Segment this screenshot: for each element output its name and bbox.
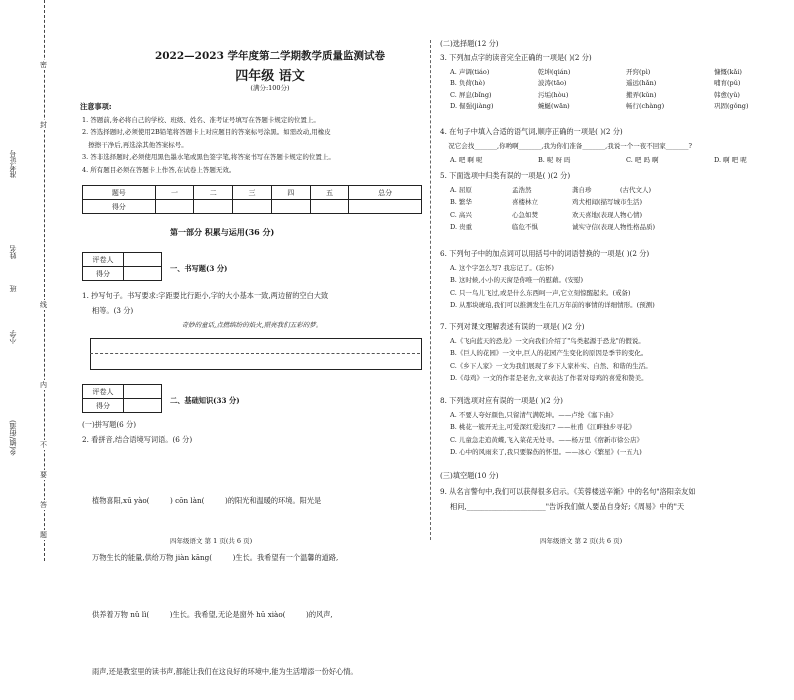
score-label: 得分 bbox=[83, 399, 124, 413]
grader-box-1 bbox=[82, 252, 162, 281]
grader-box-2 bbox=[82, 384, 162, 413]
q5-option: 临危不惧 bbox=[512, 223, 538, 232]
edge-char: 答 bbox=[40, 501, 47, 509]
q6-option: A. 这个字怎么写? 我忘记了。(忘怀) bbox=[450, 264, 554, 272]
q6-options bbox=[450, 265, 790, 310]
edge-char: 内 bbox=[40, 381, 47, 389]
q2-line: 植物喜阳,xū yào( ) cōn làn( )的阳光和温暖的环境。阳光是 bbox=[92, 496, 322, 505]
q2-passage bbox=[92, 453, 422, 700]
q9-text: 9. 从名言警句中,我们可以获得很多启示。《芙蓉楼送辛渐》中的名句"洛阳亲友如 bbox=[440, 487, 696, 496]
q4-sentence: 况它会找_______,你哟啊_______,我为你们准备_______,我说一个一夜不回家_______? bbox=[440, 142, 692, 150]
copy-sentence: 奇妙的童话,点燃缤纷的焰火,照亮我们五彩的梦。 bbox=[181, 321, 323, 329]
q3-options bbox=[450, 69, 790, 111]
q5-option: 欢天喜地(表现人物心情) bbox=[572, 210, 643, 219]
q5-option: 孟浩然 bbox=[512, 186, 532, 194]
q8-options bbox=[450, 412, 790, 457]
q3-option: 乾坤(qián) bbox=[538, 68, 571, 76]
q3-option: C. 屏息(bǐng) bbox=[450, 90, 492, 99]
q4-option: D. 啊 吧 呢 bbox=[714, 156, 747, 164]
q4-option: A. 吧 啊 呢 bbox=[450, 156, 483, 164]
q5-option: D. 贵重 bbox=[450, 223, 473, 232]
notice-item: 2. 答选择题时,必须使用2B铅笔将答题卡上对应题目的答案标号涂黑。如需改动,用橡皮 bbox=[82, 128, 331, 137]
q3-option: 慷慨(kǎi) bbox=[714, 68, 742, 76]
q7-option: D.《母鸡》一文的作者是老舍,文章表达了作者对母鸡的喜爱和赞美。 bbox=[450, 374, 648, 383]
name-label: 姓名 bbox=[9, 245, 17, 259]
notice-item: 擦擦干净后,再选涂其他答案标号。 bbox=[82, 140, 188, 149]
q2-line: 供养着万物 nǔ lì( )生长。我希望,无论是窗外 hū xiào( )的风声, bbox=[92, 610, 333, 619]
q5-option: 鸡犬相闻(描写城市生活) bbox=[572, 198, 643, 207]
edge-char: 线 bbox=[40, 301, 47, 309]
page1-footer: 四年级语文 第 1 页(共 6 页) bbox=[170, 537, 253, 545]
class-label: 班 bbox=[9, 285, 17, 292]
q5-option: 喜楼林立 bbox=[512, 198, 538, 207]
q3-option: 污垢(hòu) bbox=[538, 90, 569, 99]
q4-option: C. 吧 吗 啊 bbox=[626, 156, 659, 164]
edge-char: 要 bbox=[40, 471, 47, 479]
q5-option: C. 高兴 bbox=[450, 210, 472, 219]
q3-option: 蜿蜒(wān) bbox=[538, 102, 570, 111]
q3-option: 巩固(gǒng) bbox=[714, 102, 749, 111]
q3-option: 韩愈(yǔ) bbox=[714, 90, 740, 99]
page-divider bbox=[430, 40, 431, 540]
q7-option: C.《乡下人家》一文为我们展现了乡下人家朴实、自然、和谐的生活。 bbox=[450, 361, 652, 370]
score-cell: 五 bbox=[310, 186, 349, 200]
q2-line: 万物生长的能量,供给万物 jiàn kāng( )生长。我希望有一个温馨的道路, bbox=[92, 553, 339, 562]
q5-options bbox=[450, 187, 790, 232]
q3-option: 开窍(pì) bbox=[626, 68, 651, 76]
score-cell: 二 bbox=[194, 186, 233, 200]
q3-option: 哺育(pǔ) bbox=[714, 79, 741, 88]
q7-text: 7. 下列对课文理解表述有误的一项是( )(2 分) bbox=[440, 322, 585, 331]
q6-option: B. 这时候,小小的天窗是你唯一的慰藉。(安慰) bbox=[450, 276, 584, 285]
q3-option: 搬弄(kǔn) bbox=[626, 90, 657, 99]
edge-char: 题 bbox=[40, 531, 47, 539]
exam-title: 2022—2023 学年度第二学期教学质量监测试卷 bbox=[154, 50, 386, 62]
notice-list bbox=[82, 117, 422, 174]
notice-item: 3. 答非选择题时,必须使用黑色墨水笔或黑色签字笔,将答案书写在答题卡规定的位置上。 bbox=[82, 153, 335, 162]
q3-option: A. 声调(tiáo) bbox=[450, 68, 490, 76]
q5-option: 诚实守信(表现人物性格品质) bbox=[572, 223, 656, 232]
grader-label: 评卷人 bbox=[83, 253, 124, 267]
q8-option: A. 不要人夸好颜色,只留清气满乾坤。——卢纶《塞下曲》 bbox=[450, 411, 617, 419]
q4-text: 4. 在句子中填入合适的语气词,顺序正确的一项是( )(2 分) bbox=[440, 127, 623, 136]
exam-no-label: 准考证号 bbox=[9, 150, 17, 178]
score-cell: 得分 bbox=[83, 200, 156, 214]
edge-char: 不 bbox=[40, 441, 47, 449]
q2-line: 雨声,还是教室里的读书声,都能让我们在这良好的环境中,能为生活增添一份好心情。 bbox=[92, 667, 358, 676]
township-label: 乡(镇/街道) bbox=[9, 420, 17, 456]
sub1-title: (一)拼写题(6 分) bbox=[82, 420, 137, 429]
q8-option: C. 儿童急走追黄蝶,飞入菜花无处寻。——杨万里《宿新市徐公店》 bbox=[450, 435, 643, 444]
part1-heading: 第一部分 积累与运用(36 分) bbox=[170, 227, 275, 237]
section1-title: 一、书写题(3 分) bbox=[170, 264, 228, 273]
q3-text: 3. 下列加点字的读音完全正确的一项是( )(2 分) bbox=[440, 53, 592, 62]
q3-option: B. 负荷(hè) bbox=[450, 79, 486, 88]
q5-option: 心急如焚 bbox=[512, 210, 538, 219]
page2-footer: 四年级语文 第 2 页(共 6 页) bbox=[540, 537, 623, 545]
q3-option: D. 倔强(jiàng) bbox=[450, 102, 494, 111]
q3-option: 波涛(tāo) bbox=[538, 79, 567, 88]
score-cell: 总分 bbox=[349, 186, 422, 200]
q4-options bbox=[450, 157, 790, 164]
score-cell: 题号 bbox=[83, 186, 156, 200]
q5-option: 龚自珍 bbox=[572, 186, 592, 194]
score-cell: 一 bbox=[155, 186, 194, 200]
grader-label: 评卷人 bbox=[83, 385, 124, 399]
score-cell: 三 bbox=[233, 186, 272, 200]
q7-option: A.《飞向蓝天的恐龙》一文向我们介绍了"鸟类起源于恐龙"的假说。 bbox=[450, 337, 645, 345]
notice-item: 1. 答题前,务必将自己的学校、班级、姓名、准考证号填写在答题卡规定的位置上。 bbox=[82, 116, 320, 124]
q6-option: C. 只一鸟儿飞过,或是什么东西呵一声,它立刻惊醒起来。(戒备) bbox=[450, 288, 631, 297]
q6-text: 6. 下列句子中的加点词可以用括号中的词语替换的一项是( )(2 分) bbox=[440, 249, 650, 258]
q5-option: B. 繁华 bbox=[450, 198, 472, 207]
q5-text: 5. 下面选项中归类有误的一项是( )(2 分) bbox=[440, 171, 571, 180]
edge-char: 密 bbox=[40, 61, 47, 69]
q5-option: (古代文人) bbox=[620, 186, 652, 194]
score-table bbox=[82, 185, 422, 214]
subject-title: 四年级 语文 bbox=[235, 69, 305, 84]
q2-text: 2. 看拼音,结合语境写词语。(6 分) bbox=[82, 435, 193, 444]
q8-option: B. 桃花一簇开无主,可爱深红爱浅红? ——杜甫《江畔独步寻花》 bbox=[450, 423, 636, 432]
q1-text: 1. 抄写句子。书写要求:字距要比行距小,字的大小基本一致,两边留的空白大致 bbox=[82, 291, 329, 300]
school-label: 小学 bbox=[9, 330, 17, 344]
q1-cont: 相等。(3 分) bbox=[92, 306, 134, 315]
q5-option: A. 屈原 bbox=[450, 186, 472, 194]
q9-cont: 相问,______________________"告诉我们做人要品自身好;《周易》中的"天 bbox=[450, 502, 685, 511]
q3-option: 遥远(hǎn) bbox=[626, 79, 657, 88]
writing-guide-line bbox=[90, 353, 420, 354]
q6-option: D. 从那块琥珀,我们可以推测发生在几万年前的事情的详细情形。(预测) bbox=[450, 301, 655, 310]
score-cell: 四 bbox=[271, 186, 310, 200]
notice-item: 4. 所有题目必须在答题卡上作答,在试卷上答题无效。 bbox=[82, 165, 236, 174]
q7-option: B.《巨人的花园》一文中,巨人的花园产生变化的原因是季节的变化。 bbox=[450, 349, 648, 358]
sub3-title: (三)填空题(10 分) bbox=[440, 471, 499, 480]
score-label: 得分 bbox=[83, 267, 124, 281]
edge-char: 封 bbox=[40, 121, 47, 129]
sub2-title: (二)选择题(12 分) bbox=[440, 39, 499, 48]
full-score: (满分:100分) bbox=[250, 84, 290, 92]
q8-text: 8. 下列选项对应有误的一项是( )(2 分) bbox=[440, 396, 563, 405]
q7-options bbox=[450, 338, 790, 383]
notice-heading: 注意事项: bbox=[80, 102, 112, 111]
q3-option: 畅行(chàng) bbox=[626, 102, 665, 111]
q4-option: B. 呢 呀 吗 bbox=[538, 156, 571, 164]
section2-title: 二、基础知识(33 分) bbox=[170, 396, 240, 405]
q8-option: D. 心中的风雨来了,我只要躲伤的怀里。——冰心《繁星》(一五九) bbox=[450, 448, 642, 457]
copy-writing-box[interactable] bbox=[90, 338, 422, 370]
